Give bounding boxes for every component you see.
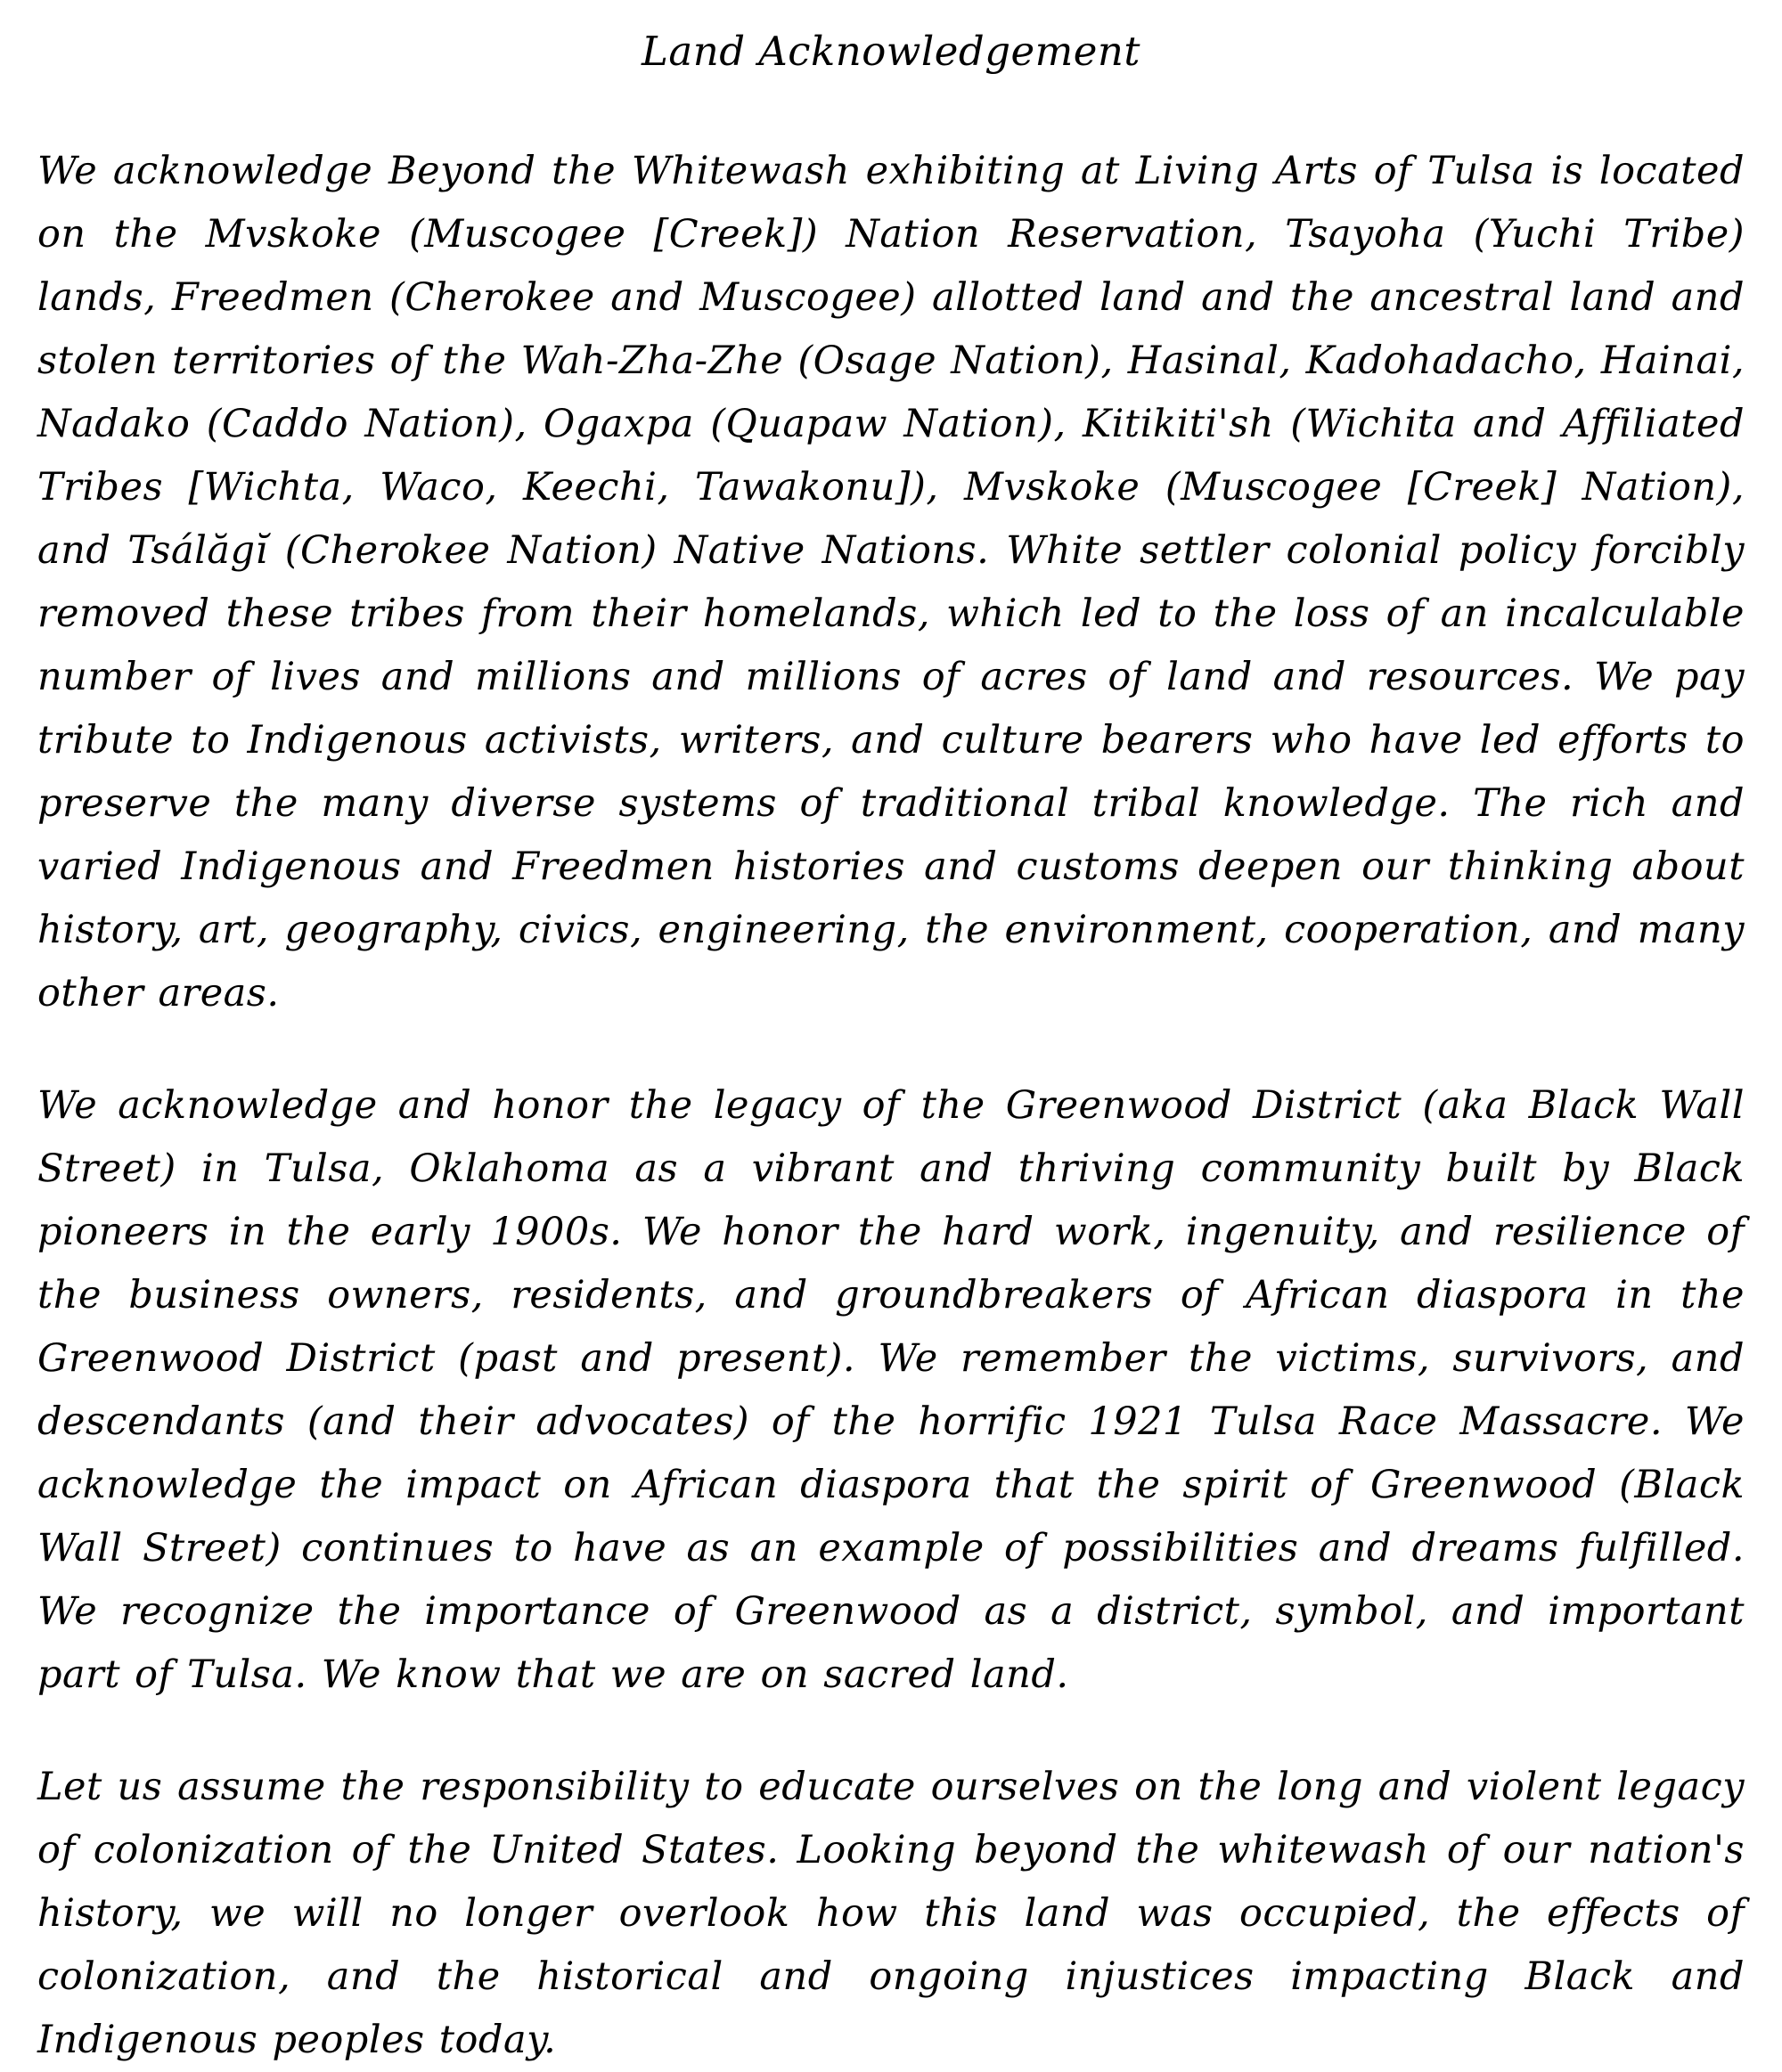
paragraph-native-nations-land: We acknowledge Beyond the Whitewash exhibiting at Living Arts of Tulsa is located on the Mvskoke (Muscogee [Creek]) Nation Reservation, Tsayoha (Yuchi Tribe) lands, Freedmen (Cherokee and Muscogee) allotted land and the ancestral land and stolen territories of the Wah-Zha-Zhe (Osage Nation), Hasinal, Kadohadacho, Hainai, Nadako (Caddo Nation), Ogaxpa (Quapaw Nation), Kitikiti'sh (Wichita and Affiliated Tribes [Wichta, Waco, Keechi, Tawakonu]), Mvskoke (Muscogee [Creek] Nation), and Tsálăgĭ (Cherokee Nation) Native Nations. White settler colonial policy forcibly removed these tribes from their homelands, which led to the loss of an incalculable number of lives and millions and millions of acres of land and resources. We pay tribute to Indigenous activists, writers, and culture bearers who have led efforts to preserve the many diverse systems of traditional tribal knowledge. The rich and varied Indigenous and Freedmen histories and customs deepen our thinking about history, art, geography, civics, engineering, the environment, cooperation, and many other areas. (37, 149, 1745, 1016)
paragraph-greenwood-legacy: We acknowledge and honor the legacy of the Greenwood District (aka Black Wall Street) in Tulsa, Oklahoma as a vibrant and thriving community built by Black pioneers in the early 1900s. We honor the hard work, ingenuity, and resilience of the business owners, residents, and groundbreakers of African diaspora in the Greenwood District (past and present). We remember the victims, survivors, and descendants (and their advocates) of the horrific 1921 Tulsa Race Massacre. We acknowledge the impact on African diaspora that the spirit of Greenwood (Black Wall Street) continues to have as an example of possibilities and dreams fulfilled. We recognize the importance of Greenwood as a district, symbol, and important part of Tulsa. We know that we are on sacred land. (37, 1083, 1745, 1697)
document-title: Land Acknowledgement (642, 28, 1140, 75)
paragraph-responsibility: Let us assume the responsibility to educate ourselves on the long and violent legacy of colonization of the United States. Looking beyond the whitewash of our nation's history, we will no longer overlook how this land was occupied, the effects of colonization, and the historical and ongoing injustices impacting Black and Indigenous peoples today. (37, 1765, 1745, 2062)
